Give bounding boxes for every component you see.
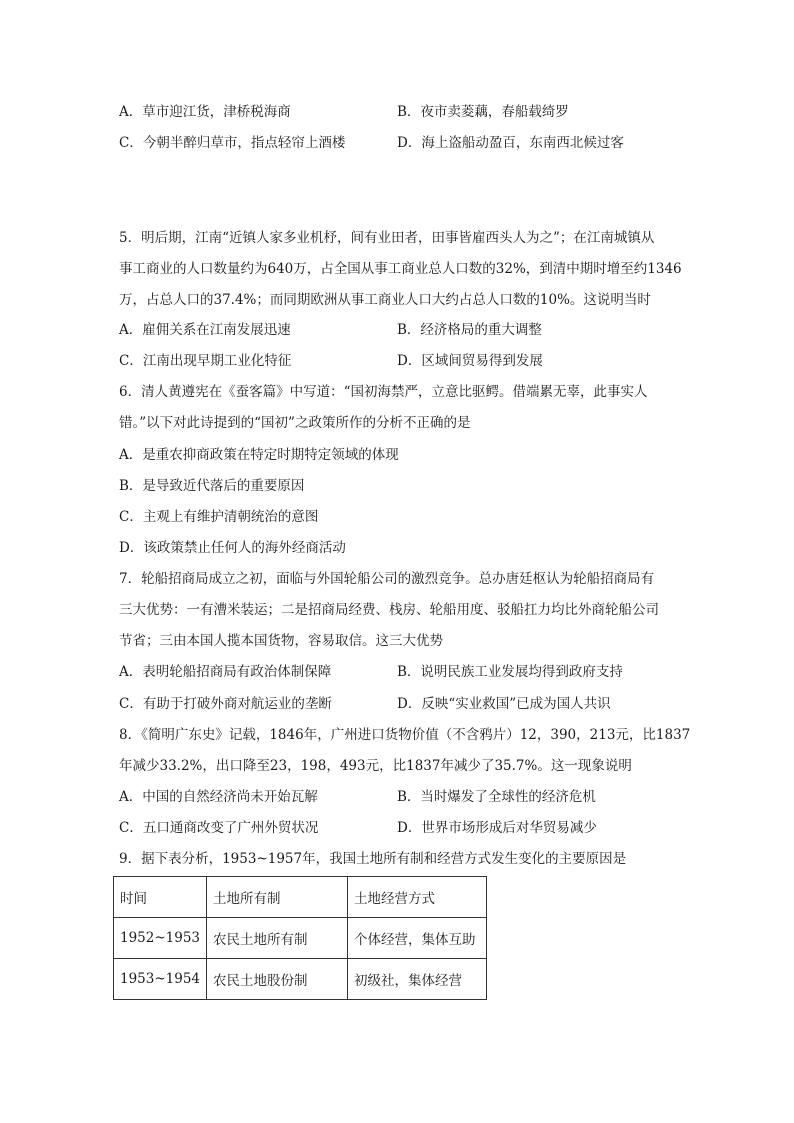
q5-option-b: B．经济格局的重大调整 — [397, 322, 542, 338]
q6-option-a: A．是重农抑商政策在特定时期特定领域的体现 — [119, 447, 399, 463]
q4-option-c: C．今朝半醉归草市，指点轻帘上酒楼 — [119, 135, 346, 151]
q7-stem-line-3: 节省；三由本国人揽本国货物，容易取信。这三大优势 — [119, 633, 443, 649]
q9-stem: 9．据下表分析，1953~1957年，我国土地所有制和经营方式发生变化的主要原因是 — [119, 851, 627, 867]
q4-option-d: D．海上盗船动盈百，东南西北候过客 — [397, 135, 624, 151]
q8-option-b: B．当时爆发了全球性的经济危机 — [397, 789, 596, 805]
land-ownership-table — [113, 876, 487, 1000]
q5-option-c: C．江南出现早期工业化特征 — [119, 353, 292, 369]
q8-stem-line-2: 年减少33.2%，出口降至23，198，493元，比1837年减少了35.7%。这一现象说明 — [119, 758, 632, 774]
q7-stem-line-1: 7．轮船招商局成立之初，面临与外国轮船公司的激烈竞争。总办唐廷枢认为轮船招商局有 — [119, 571, 655, 587]
q5-option-a: A．雇佣关系在江南发展迅速 — [119, 322, 291, 338]
table-cell: 农民土地股份制 — [207, 959, 348, 1000]
q7-option-a: A．表明轮船招商局有政治体制保障 — [119, 664, 332, 680]
table-row — [114, 959, 487, 1000]
q5-stem-line-3: 万，占总人口的37.4%；而同期欧洲从事工商业人口大约占总人口数的10%。这说明当时 — [119, 292, 651, 308]
q4-option-b: B．夜市卖菱藕，春船载绮罗 — [397, 104, 569, 120]
table-cell: 1952~1953 — [114, 918, 207, 959]
table-header-cell: 时间 — [114, 877, 207, 918]
table-header-cell: 土地所有制 — [207, 877, 348, 918]
q6-option-b: B．是导致近代落后的重要原因 — [119, 478, 305, 494]
q8-option-d: D．世界市场形成后对华贸易减少 — [397, 820, 597, 836]
q6-option-d: D．该政策禁止任何人的海外经商活动 — [119, 540, 346, 556]
q8-option-a: A．中国的自然经济尚未开始瓦解 — [119, 789, 318, 805]
q5-option-d: D．区域间贸易得到发展 — [397, 353, 543, 369]
table-cell: 初级社，集体经营 — [348, 959, 487, 1000]
table-header-row — [114, 877, 487, 918]
q7-option-d: D．反映“实业救国”已成为国人共识 — [397, 696, 611, 712]
table-cell: 农民土地所有制 — [207, 918, 348, 959]
table-cell: 个体经营，集体互助 — [348, 918, 487, 959]
table-header-cell: 土地经营方式 — [348, 877, 487, 918]
q4-option-a: A．草市迎江货，津桥税海商 — [119, 104, 291, 120]
q6-option-c: C．主观上有维护清朝统治的意图 — [119, 509, 319, 525]
q5-stem-line-1: 5．明后期，江南“近镇人家多业机杼，间有业田者，田事皆雇西头人为之”；在江南城镇从 — [119, 230, 655, 246]
table-row — [114, 918, 487, 959]
q8-option-c: C．五口通商改变了广州外贸状况 — [119, 820, 319, 836]
q7-option-c: C．有助于打破外商对航运业的垄断 — [119, 696, 332, 712]
q7-stem-line-2: 三大优势：一有漕米装运；二是招商局经费、栈房、轮船用度、驳船扛力均比外商轮船公司 — [119, 602, 659, 618]
q8-stem-line-1: 8．《简明广东史》记载，1846年，广州进口货物价值（不含鸦片）12，390，213元，比1837 — [119, 727, 691, 743]
q6-stem-line-2: 错。”以下对此诗提到的“国初”之政策所作的分析不正确的是 — [119, 415, 471, 431]
q5-stem-line-2: 事工商业的人口数量约为640万，占全国从事工商业总人口数的32%，到清中期时增至约1346 — [119, 261, 682, 277]
q7-option-b: B．说明民族工业发展均得到政府支持 — [397, 664, 623, 680]
table-cell: 1953~1954 — [114, 959, 207, 1000]
q6-stem-line-1: 6．清人黄遵宪在《蚕客篇》中写道：“国初海禁严，立意比驱鳄。借端累无辜，此事实人 — [119, 384, 648, 400]
